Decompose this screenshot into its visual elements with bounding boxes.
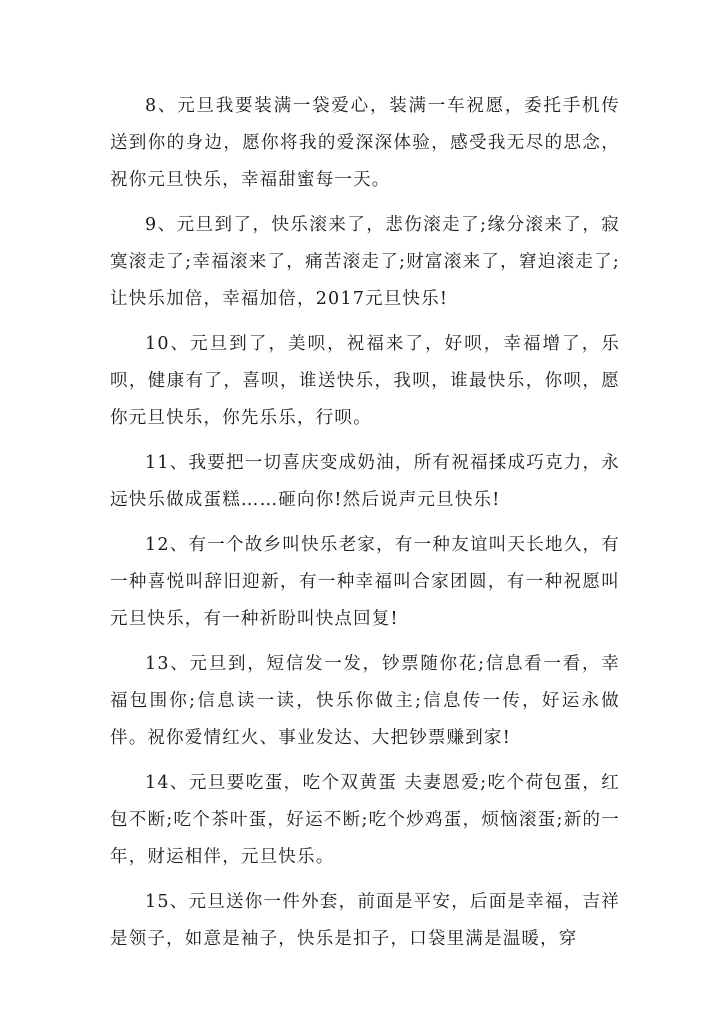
- paragraph-8: 8、元旦我要装满一袋爱心，装满一车祝愿，委托手机传送到你的身边，愿你将我的爱深深体验，感受我无尽的思念，祝你元旦快乐，幸福甜蜜每一天。: [110, 96, 620, 190]
- paragraph-10: 10、元旦到了，美呗，祝福来了，好呗，幸福增了，乐呗，健康有了，喜呗，谁送快乐，我呗，谁最快乐，你呗，愿你元旦快乐，你先乐乐，行呗。: [110, 334, 620, 428]
- paragraph-12: 12、有一个故乡叫快乐老家，有一种友谊叫天长地久，有一种喜悦叫辞旧迎新，有一种幸福叫合家团圆，有一种祝愿叫元旦快乐，有一种祈盼叫快点回复!: [110, 535, 620, 629]
- paragraph-15: 15、元旦送你一件外套，前面是平安，后面是幸福，吉祥是领子，如意是袖子，快乐是扣子，口袋里满是温暖，穿: [110, 892, 620, 949]
- paragraph-13: 13、元旦到，短信发一发，钞票随你花;信息看一看，幸福包围你;信息读一读，快乐你做主;信息传一传，好运永做伴。祝你爱情红火、事业发达、大把钞票赚到家!: [110, 654, 620, 748]
- paragraph-14: 14、元旦要吃蛋，吃个双黄蛋 夫妻恩爱;吃个荷包蛋，红包不断;吃个茶叶蛋，好运不断;吃个炒鸡蛋，烦恼滚蛋;新的一年，财运相伴，元旦快乐。: [110, 773, 620, 867]
- paragraph-9: 9、元旦到了，快乐滚来了，悲伤滚走了;缘分滚来了，寂寞滚走了;幸福滚来了，痛苦滚走了;财富滚来了，窘迫滚走了;让快乐加倍，幸福加倍，2017元旦快乐!: [110, 215, 620, 309]
- document-body: [110, 88, 620, 966]
- paragraph-11: 11、我要把一切喜庆变成奶油，所有祝福揉成巧克力，永远快乐做成蛋糕……砸向你!然后说声元旦快乐!: [110, 453, 620, 510]
